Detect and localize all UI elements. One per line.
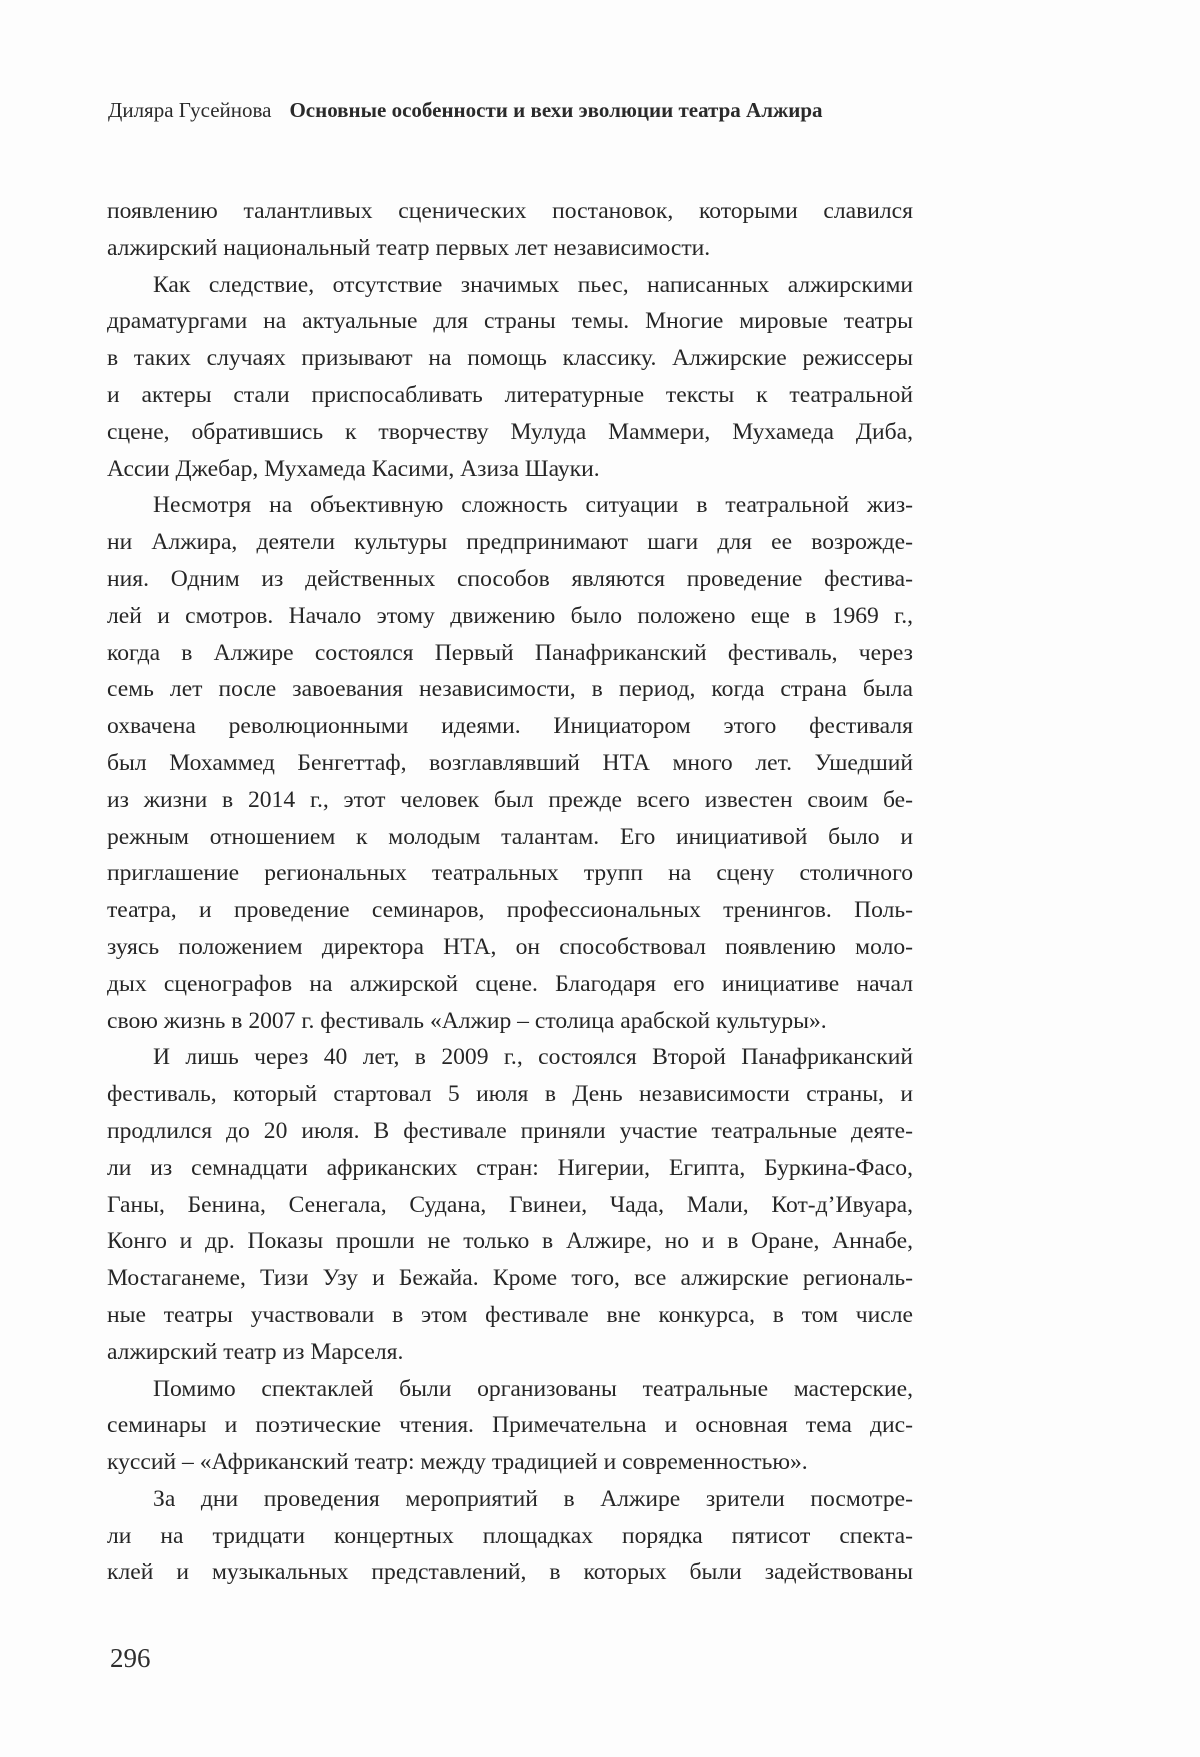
text-line: Ассии Джебар, Мухамеда Касими, Азиза Шауки. <box>107 455 600 482</box>
text-line: ния. Одним из действенных способов являются проведение фестива- <box>107 565 913 592</box>
text-line: дых сценографов на алжирской сцене. Благодаря его инициативе начал <box>107 970 913 997</box>
text-line: За дни проведения мероприятий в Алжире зрители посмотре- <box>153 1485 913 1512</box>
text-line: ные театры участвовали в этом фестивале вне конкурса, в том числе <box>107 1301 913 1328</box>
text-line: Как следствие, отсутствие значимых пьес, написанных алжирскими <box>153 271 913 298</box>
text-line: был Мохаммед Бенгеттаф, возглавлявший НТА много лет. Ушедший <box>107 749 913 776</box>
page-number: 296 <box>110 1643 151 1673</box>
text-line: появлению талантливых сценических постановок, которыми славился <box>107 198 913 224</box>
text-line: Мостаганеме, Тизи Узу и Бежайа. Кроме того, все алжирские региональ- <box>107 1265 913 1292</box>
text-line: Помимо спектаклей были организованы театральные мастерские, <box>153 1375 913 1402</box>
text-line: клей и музыкальных представлений, в которых были задействованы <box>107 1559 913 1586</box>
text-line: ни Алжира, деятели культуры предпринимают шаги для ее возрожде- <box>107 529 913 556</box>
text-line: в таких случаях призывают на помощь классику. Алжирские режиссеры <box>107 345 913 372</box>
text-line: охвачена революционными идеями. Инициатором этого фестиваля <box>107 713 913 740</box>
text-line: приглашение региональных театральных трупп на сцену столичного <box>107 860 913 887</box>
running-header <box>108 96 914 124</box>
text-line: из жизни в 2014 г., этот человек был прежде всего известен своим бе- <box>107 786 913 813</box>
text-line: свою жизнь в 2007 г. фестиваль «Алжир – столица арабской культуры». <box>107 1007 827 1034</box>
text-line: куссий – «Африканский театр: между традицией и современностью». <box>107 1449 808 1476</box>
text-line: ли из семнадцати африканских стран: Нигерии, Египта, Буркина-Фасо, <box>107 1154 913 1181</box>
text-line: театра, и проведение семинаров, профессиональных тренингов. Поль- <box>107 897 913 924</box>
text-line: зуясь положением директора НТА, он способствовал появлению моло- <box>107 933 913 960</box>
text-line: Ганы, Бенина, Сенегала, Судана, Гвинеи, Чада, Мали, Кот-д’Ивуара, <box>107 1191 913 1218</box>
text-line: режным отношением к молодым талантам. Его инициативой было и <box>107 823 913 850</box>
text-line: фестиваль, который стартовал 5 июля в День независимости страны, и <box>107 1081 913 1108</box>
text-line: семинары и поэтические чтения. Примечательна и основная тема дис- <box>107 1412 913 1439</box>
body-text <box>107 193 913 1591</box>
text-line: алжирский национальный театр первых лет независимости. <box>107 234 711 261</box>
text-line: ли на тридцати концертных площадках порядка пятисот спекта- <box>107 1522 913 1549</box>
text-line: И лишь через 40 лет, в 2009 г., состоялся Второй Панафриканский <box>153 1044 913 1071</box>
text-line: Несмотря на объективную сложность ситуации в театральной жиз- <box>153 492 913 519</box>
header-author: Диляра Гусейнова <box>108 98 272 122</box>
text-line: когда в Алжире состоялся Первый Панафриканский фестиваль, через <box>107 639 913 666</box>
text-line: драматургами на актуальные для страны темы. Многие мировые театры <box>107 308 913 335</box>
text-line: и актеры стали приспосабливать литературные тексты к театральной <box>107 381 913 408</box>
text-line: сцене, обратившись к творчеству Мулуда Маммери, Мухамеда Диба, <box>107 418 913 445</box>
text-line: алжирский театр из Марселя. <box>107 1338 404 1365</box>
text-line: семь лет после завоевания независимости, в период, когда страна была <box>107 676 913 703</box>
text-line: Конго и др. Показы прошли не только в Алжире, но и в Оране, Аннабе, <box>107 1228 913 1255</box>
text-line: лей и смотров. Начало этому движению было положено еще в 1969 г., <box>107 602 913 629</box>
header-article-title: Основные особенности и вехи эволюции театра Алжира <box>289 98 823 122</box>
text-line: продлился до 20 июля. В фестивале приняли участие театральные деяте- <box>107 1117 913 1144</box>
